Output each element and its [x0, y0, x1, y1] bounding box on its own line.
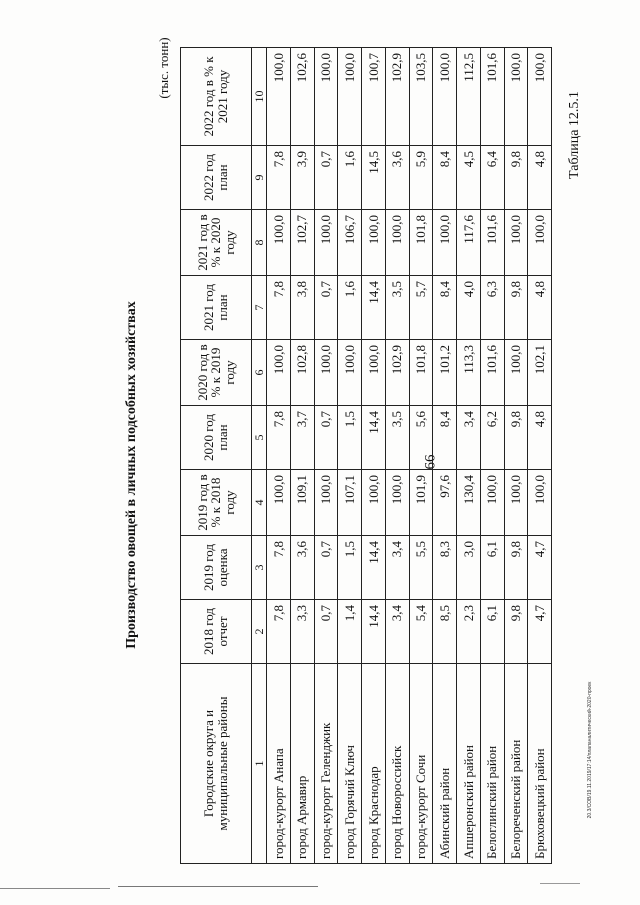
table-cell: 100,0	[314, 340, 338, 406]
table-cell: 8,4	[433, 276, 457, 340]
column-number: 5	[252, 406, 267, 470]
table-cell: 3,6	[385, 146, 409, 210]
district-name: город-курорт Сочи	[409, 664, 433, 864]
table-cell: 5,5	[409, 536, 433, 600]
table-cell: 0,7	[314, 146, 338, 210]
units-label: (тыс. тонн)	[156, 37, 171, 99]
table-cell: 3,9	[290, 146, 314, 210]
table-cell: 106,7	[338, 210, 362, 276]
table-cell: 14,4	[362, 276, 386, 340]
table-row	[290, 48, 314, 864]
table-cell: 100,0	[362, 340, 386, 406]
footer-note: 20.3/СОВ/19.11.2019/17:14/плапаналитический-2020-проек	[587, 681, 593, 819]
table-cell: 100,0	[528, 210, 552, 276]
column-header: 2021 год в % к 2020 году	[181, 210, 252, 276]
document-title: Производство овощей в личных подсобных хозяйствах	[124, 301, 139, 649]
table-cell: 100,0	[338, 340, 362, 406]
column-header: 2018 год отчет	[181, 600, 252, 664]
table-cell: 109,1	[290, 470, 314, 536]
table-cell: 101,6	[480, 210, 504, 276]
table-cell: 0,7	[314, 600, 338, 664]
table-cell: 3,6	[290, 536, 314, 600]
table-cell: 100,0	[433, 210, 457, 276]
table-cell: 3,5	[385, 276, 409, 340]
scan-artifact	[0, 888, 110, 889]
district-name: Абинский район	[433, 664, 457, 864]
table-row	[409, 48, 433, 864]
table-cell: 3,8	[290, 276, 314, 340]
table-cell: 8,4	[433, 406, 457, 470]
table-cell: 101,9	[409, 470, 433, 536]
column-number: 10	[252, 48, 267, 146]
table-cell: 9,8	[504, 146, 528, 210]
column-number-row	[252, 48, 267, 864]
table-cell: 7,8	[267, 536, 291, 600]
table-cell: 6,1	[480, 600, 504, 664]
table-cell: 3,5	[385, 406, 409, 470]
table-cell: 117,6	[457, 210, 481, 276]
table-row	[457, 48, 481, 864]
column-number: 9	[252, 146, 267, 210]
table-cell: 100,0	[362, 210, 386, 276]
table-cell: 3,4	[385, 600, 409, 664]
table-cell: 5,6	[409, 406, 433, 470]
table-cell: 102,9	[385, 48, 409, 146]
table-cell: 4,7	[528, 600, 552, 664]
table-cell: 8,4	[433, 146, 457, 210]
table-cell: 1,4	[338, 600, 362, 664]
table-cell: 100,0	[362, 470, 386, 536]
column-header: 2021 год план	[181, 276, 252, 340]
column-header: 2019 год в % к 2018 году	[181, 470, 252, 536]
table-cell: 113,3	[457, 340, 481, 406]
column-number: 8	[252, 210, 267, 276]
table-cell: 3,3	[290, 600, 314, 664]
column-header: 2022 год план	[181, 146, 252, 210]
table-cell: 8,3	[433, 536, 457, 600]
table-cell: 14,5	[362, 146, 386, 210]
column-header: 2022 год в % к 2021 году	[181, 48, 252, 146]
district-name: Брюховецкий район	[528, 664, 552, 864]
table-row	[385, 48, 409, 864]
table-cell: 100,0	[314, 210, 338, 276]
table-cell: 103,5	[409, 48, 433, 146]
table-cell: 100,0	[528, 48, 552, 146]
table-cell: 100,0	[314, 470, 338, 536]
table-row	[362, 48, 386, 864]
column-number: 1	[252, 664, 267, 864]
column-number: 3	[252, 536, 267, 600]
table-cell: 4,8	[528, 406, 552, 470]
column-number: 7	[252, 276, 267, 340]
table-cell: 100,0	[267, 340, 291, 406]
table-cell: 102,9	[385, 340, 409, 406]
table-cell: 100,7	[362, 48, 386, 146]
table-cell: 2,3	[457, 600, 481, 664]
table-row	[314, 48, 338, 864]
table-body	[267, 48, 552, 864]
table-cell: 9,8	[504, 276, 528, 340]
table-cell: 7,8	[267, 276, 291, 340]
table-cell: 5,7	[409, 276, 433, 340]
table-cell: 4,5	[457, 146, 481, 210]
district-name: город Краснодар	[362, 664, 386, 864]
table-cell: 102,8	[290, 340, 314, 406]
table-row	[338, 48, 362, 864]
table-cell: 1,5	[338, 536, 362, 600]
column-header: 2019 год оценка	[181, 536, 252, 600]
table-cell: 97,6	[433, 470, 457, 536]
table-cell: 9,8	[504, 600, 528, 664]
table-cell: 6,1	[480, 536, 504, 600]
table-cell: 100,0	[504, 210, 528, 276]
table-caption: Таблица 12.5.1	[567, 91, 582, 179]
table-cell: 3,4	[385, 536, 409, 600]
table-row	[480, 48, 504, 864]
table-cell: 5,9	[409, 146, 433, 210]
table-cell: 112,5	[457, 48, 481, 146]
column-header: 2020 год в % к 2019 году	[181, 340, 252, 406]
scan-artifact	[118, 886, 318, 887]
column-number: 2	[252, 600, 267, 664]
district-name: город-курорт Анапа	[267, 664, 291, 864]
table-cell: 5,4	[409, 600, 433, 664]
table-cell: 0,7	[314, 406, 338, 470]
scan-artifact	[540, 883, 580, 884]
table-cell: 101,6	[480, 48, 504, 146]
table-cell: 9,8	[504, 536, 528, 600]
table-cell: 100,0	[385, 470, 409, 536]
table-row	[504, 48, 528, 864]
table-cell: 102,1	[528, 340, 552, 406]
table-container	[180, 48, 552, 864]
table-cell: 4,0	[457, 276, 481, 340]
table-cell: 107,1	[338, 470, 362, 536]
table-cell: 100,0	[385, 210, 409, 276]
table-cell: 102,6	[290, 48, 314, 146]
table-cell: 130,4	[457, 470, 481, 536]
table-cell: 7,8	[267, 146, 291, 210]
table-cell: 101,2	[433, 340, 457, 406]
table-row	[267, 48, 291, 864]
table-cell: 101,6	[480, 340, 504, 406]
table-cell: 0,7	[314, 276, 338, 340]
table-cell: 102,7	[290, 210, 314, 276]
table-cell: 100,0	[267, 470, 291, 536]
table-cell: 3,7	[290, 406, 314, 470]
table-cell: 100,0	[433, 48, 457, 146]
table-cell: 14,4	[362, 600, 386, 664]
table-cell: 100,0	[267, 48, 291, 146]
district-name: город Горячий Ключ	[338, 664, 362, 864]
table-cell: 4,7	[528, 536, 552, 600]
table-cell: 100,0	[528, 470, 552, 536]
table-cell: 14,4	[362, 406, 386, 470]
table-cell: 3,4	[457, 406, 481, 470]
table-cell: 4,8	[528, 146, 552, 210]
table-row	[528, 48, 552, 864]
table-cell: 6,4	[480, 146, 504, 210]
district-name: Белореченский район	[504, 664, 528, 864]
table-cell: 101,8	[409, 210, 433, 276]
table-cell: 100,0	[504, 48, 528, 146]
district-name: город-курорт Геленджик	[314, 664, 338, 864]
table-cell: 100,0	[267, 210, 291, 276]
column-number: 6	[252, 340, 267, 406]
column-header: Городские округа и муниципальные районы	[181, 664, 252, 864]
district-name: Апшеронский район	[457, 664, 481, 864]
table-cell: 8,5	[433, 600, 457, 664]
column-number: 4	[252, 470, 267, 536]
table-cell: 1,6	[338, 276, 362, 340]
district-name: город Новороссийск	[385, 664, 409, 864]
table-cell: 7,8	[267, 406, 291, 470]
table-cell: 100,0	[338, 48, 362, 146]
district-name: Белоглинский район	[480, 664, 504, 864]
vegetable-production-table	[180, 47, 552, 864]
table-row	[433, 48, 457, 864]
table-cell: 100,0	[504, 340, 528, 406]
column-header: 2020 год план	[181, 406, 252, 470]
table-cell: 14,4	[362, 536, 386, 600]
table-cell: 6,2	[480, 406, 504, 470]
table-cell: 6,3	[480, 276, 504, 340]
table-cell: 1,5	[338, 406, 362, 470]
table-cell: 100,0	[504, 470, 528, 536]
table-cell: 4,8	[528, 276, 552, 340]
table-cell: 7,8	[267, 600, 291, 664]
table-cell: 101,8	[409, 340, 433, 406]
table-cell: 100,0	[314, 48, 338, 146]
table-cell: 100,0	[480, 470, 504, 536]
table-cell: 3,0	[457, 536, 481, 600]
table-cell: 9,8	[504, 406, 528, 470]
table-cell: 0,7	[314, 536, 338, 600]
table-cell: 1,6	[338, 146, 362, 210]
header-row	[181, 48, 252, 864]
district-name: город Армавир	[290, 664, 314, 864]
page-number: 66	[422, 454, 439, 470]
